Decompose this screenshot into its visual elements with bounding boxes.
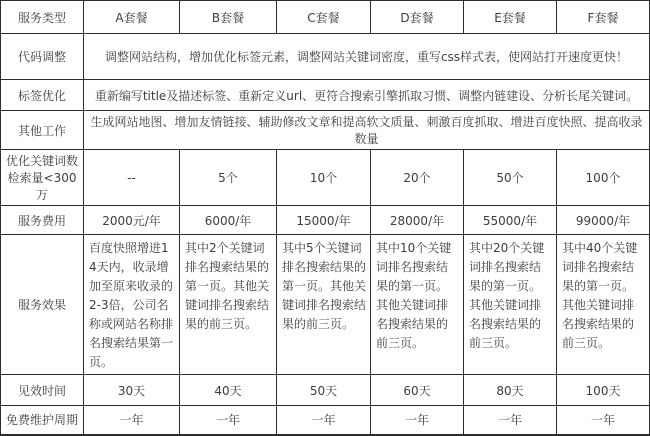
table-header-row (1, 1, 650, 34)
cell-effect-time-e: 80天 (464, 375, 557, 406)
cell-maintenance-f: 一年 (557, 406, 650, 435)
cell-effect-time-c: 50天 (277, 375, 371, 406)
cell-maintenance-a: 一年 (84, 406, 180, 435)
cell-effect-time-f: 100天 (557, 375, 650, 406)
table-row-service-fee (1, 206, 650, 235)
header-plan-e: E套餐 (464, 1, 557, 34)
cell-service-effect-a: 百度快照增进14天内，收录增加至原来收录的2-3倍，公司名称或网站名称排名搜索结果第一页。 (84, 235, 180, 375)
row-label-effect-time: 见效时间 (1, 375, 84, 406)
cell-tag-optimize-description: 重新编写title及描述标签、重新定义url、更符合搜索引擎抓取习惯、调整内链建设、分析长尾关键词。 (84, 80, 650, 111)
table-row-other-work (1, 111, 650, 150)
cell-service-fee-a: 2000元/年 (84, 206, 180, 235)
table-row-code-adjust (1, 34, 650, 80)
row-label-service-fee: 服务费用 (1, 206, 84, 235)
cell-other-work-description: 生成网站地图、增加友情链接、辅助修改文章和提高软文质量、刺激百度抓取、增进百度快照、提高收录数量 (84, 111, 650, 150)
cell-keyword-count-d: 20个 (371, 150, 464, 206)
cell-maintenance-b: 一年 (180, 406, 277, 435)
cell-effect-time-d: 60天 (371, 375, 464, 406)
table-row-tag-optimize (1, 80, 650, 111)
cell-service-effect-b: 其中2个关键词排名搜索结果的第一页。其他关键词排名搜索结果的前三页。 (180, 235, 277, 375)
cell-keyword-count-a: -- (84, 150, 180, 206)
cell-maintenance-d: 一年 (371, 406, 464, 435)
cell-service-fee-b: 6000/年 (180, 206, 277, 235)
table-row-maintenance-period (1, 406, 650, 435)
table-row-keyword-count (1, 150, 650, 206)
cell-effect-time-a: 30天 (84, 375, 180, 406)
cell-service-effect-d: 其中10个关键词排名搜索结果的第一页。其他关键词排名搜索结果的前三页。 (371, 235, 464, 375)
cell-code-adjust-description: 调整网站结构，增加优化标签元素，调整网站关键词密度，重写css样式表，使网站打开速度更快！ (84, 34, 650, 80)
row-label-keyword-count: 优化关键词数检索量<300万 (1, 150, 84, 206)
cell-maintenance-c: 一年 (277, 406, 371, 435)
header-plan-c: C套餐 (277, 1, 371, 34)
cell-keyword-count-e: 50个 (464, 150, 557, 206)
header-plan-b: B套餐 (180, 1, 277, 34)
header-plan-f: F套餐 (557, 1, 650, 34)
cell-effect-time-b: 40天 (180, 375, 277, 406)
row-label-service-effect: 服务效果 (1, 235, 84, 375)
cell-service-fee-c: 15000/年 (277, 206, 371, 235)
row-label-tag-optimize: 标签优化 (1, 80, 84, 111)
row-label-other-work: 其他工作 (1, 111, 84, 150)
cell-service-effect-c: 其中5个关键词排名搜索结果的第一页。其他关键词排名搜索结果的前三页。 (277, 235, 371, 375)
row-label-maintenance-period: 免费维护周期 (1, 406, 84, 435)
cell-service-fee-e: 55000/年 (464, 206, 557, 235)
header-service-type: 服务类型 (1, 1, 84, 34)
cell-service-fee-f: 99000/年 (557, 206, 650, 235)
cell-maintenance-e: 一年 (464, 406, 557, 435)
cell-keyword-count-b: 5个 (180, 150, 277, 206)
cell-service-fee-d: 28000/年 (371, 206, 464, 235)
table-row-effect-time (1, 375, 650, 406)
cell-keyword-count-f: 100个 (557, 150, 650, 206)
table-row-service-effect (1, 235, 650, 375)
header-plan-d: D套餐 (371, 1, 464, 34)
row-label-code-adjust: 代码调整 (1, 34, 84, 80)
cell-keyword-count-c: 10个 (277, 150, 371, 206)
cell-service-effect-f: 其中40个关键词排名搜索结果的第一页。其他关键词排名搜索结果的前三页。 (557, 235, 650, 375)
cell-service-effect-e: 其中20个关键词排名搜索结果的第一页。其他关键词排名搜索结果的前三页。 (464, 235, 557, 375)
header-plan-a: A套餐 (84, 1, 180, 34)
